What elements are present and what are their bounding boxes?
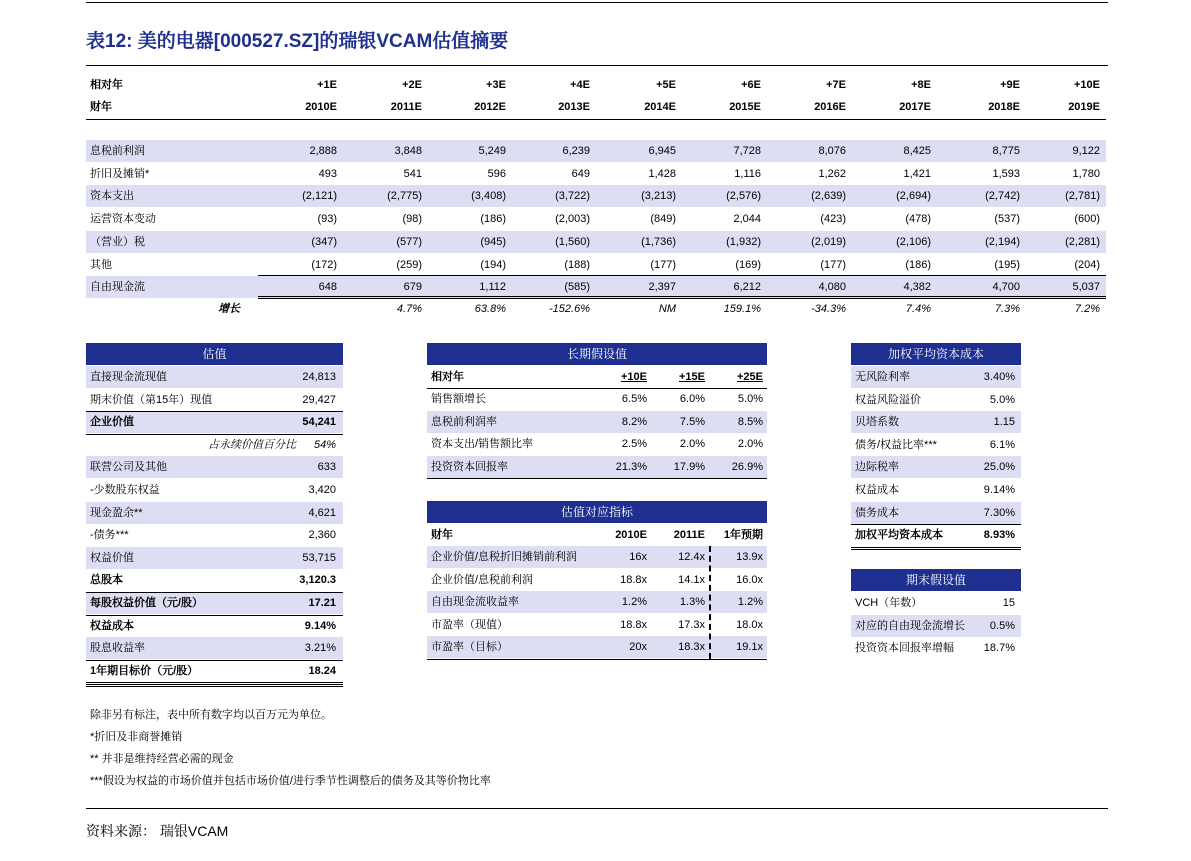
table-cell: 3,848 <box>394 145 422 157</box>
valuation-rule <box>86 592 343 593</box>
long-term-header: 长期假设值 <box>427 343 767 365</box>
table-cell: (849) <box>650 213 676 226</box>
multiples-header: 估值对应指标 <box>427 501 767 523</box>
main-header-cell: 2018E <box>988 101 1020 113</box>
wacc-value: 8.93% <box>983 529 1015 542</box>
main-header-cell: +1E <box>317 79 337 91</box>
multiples-cell: 1.3% <box>679 596 705 609</box>
valuation-label: 每股权益价值（元/股） <box>90 597 204 609</box>
valuation-rule <box>86 660 343 661</box>
multiples-cell: 19.1x <box>736 641 763 654</box>
valuation-label: 联营公司及其他 <box>90 461 167 474</box>
table-cell: (177) <box>650 258 676 271</box>
valuation-rule <box>86 615 343 616</box>
table-cell: 4,382 <box>903 281 931 294</box>
note-debt: ***假设为权益的市场价值并包括市场价值/进行季节性调整后的债务及其等价物比率 <box>90 775 491 787</box>
main-header-label: 相对年 <box>90 79 123 91</box>
valuation-value: 18.24 <box>308 664 336 677</box>
valuation-label: 权益价值 <box>90 551 134 564</box>
multiples-col: 2010E <box>615 529 647 541</box>
table-cell: 1,780 <box>1072 167 1100 180</box>
valuation-label: 股息收益率 <box>90 642 145 655</box>
main-header-cell: +3E <box>486 79 506 91</box>
multiples-label: 市盈率（现值） <box>431 618 508 631</box>
multiples-cell: 12.4x <box>678 551 705 563</box>
multiples-cell: 14.1x <box>678 573 705 586</box>
table-cell: (2,281) <box>1065 235 1100 248</box>
valuation-value: 3,420 <box>308 484 336 496</box>
row-label: 折旧及摊销* <box>90 167 150 180</box>
table-cell: 4,080 <box>818 281 846 294</box>
multiples-cell: 20x <box>629 641 647 654</box>
valuation-label: -少数股东权益 <box>90 484 160 496</box>
valuation-value: 17.21 <box>308 597 336 609</box>
long-term-label: 销售额增长 <box>431 393 486 405</box>
terminal-value: 0.5% <box>989 619 1015 632</box>
long-term-bottom-rule <box>427 478 767 479</box>
row-label: 资本支出 <box>90 190 134 203</box>
table-cell: 2,044 <box>733 213 761 226</box>
long-term-cell: 2.5% <box>621 438 647 451</box>
main-header-label: 财年 <box>90 101 112 113</box>
wacc-header: 加权平均资本成本 <box>851 343 1021 365</box>
table-cell: (188) <box>564 258 590 271</box>
table-cell: (2,775) <box>387 190 422 203</box>
long-term-col: +15E <box>679 371 705 383</box>
table-cell: 493 <box>318 167 337 180</box>
page-title: 表12: 美的电器[000527.SZ]的瑞银VCAM估值摘要 <box>86 31 509 52</box>
multiples-cell: 18.8x <box>620 618 647 631</box>
valuation-label: 企业价值 <box>90 416 134 429</box>
multiples-cell: 18.0x <box>736 618 763 631</box>
wacc-value: 6.1% <box>989 438 1015 451</box>
table-cell: (98) <box>402 213 422 226</box>
main-header-cell: 2019E <box>1068 101 1100 113</box>
main-header-cell: +10E <box>1074 79 1100 91</box>
multiples-cell: 18.3x <box>678 641 705 654</box>
growth-cell: 63.8% <box>474 303 506 315</box>
table-cell: (186) <box>480 213 506 226</box>
table-cell: 8,775 <box>992 145 1020 157</box>
table-cell: 7,728 <box>733 145 761 157</box>
long-term-col: +10E <box>621 371 647 383</box>
valuation-value: 29,427 <box>302 393 336 406</box>
multiples-cell: 16x <box>629 551 647 563</box>
table-cell: 4,700 <box>992 281 1020 294</box>
table-cell: 1,262 <box>818 167 846 180</box>
wacc-total-rule <box>851 524 1021 525</box>
long-term-cell: 21.3% <box>615 460 647 473</box>
row-label: 运营资本变动 <box>90 213 156 226</box>
wacc-value: 1.15 <box>993 416 1015 429</box>
row-label: 息税前利润 <box>90 145 145 157</box>
valuation-label: 总股本 <box>90 574 123 587</box>
multiples-label: 企业价值/息税折旧摊销前利润 <box>431 551 578 563</box>
multiples-cell: 18.8x <box>620 573 647 586</box>
table-cell: (2,742) <box>985 190 1020 203</box>
table-cell: (177) <box>820 258 846 271</box>
main-header-cell: 2013E <box>558 101 590 113</box>
long-term-cell: 6.5% <box>621 393 647 405</box>
main-header-cell: 2014E <box>644 101 676 113</box>
valuation-label: 直接现金流现值 <box>90 371 167 383</box>
table-cell: (186) <box>905 258 931 271</box>
table-cell: (259) <box>396 258 422 271</box>
table-cell: 596 <box>487 167 506 180</box>
multiples-divider <box>709 546 711 659</box>
wacc-label: 边际税率 <box>855 461 899 474</box>
wacc-value: 5.0% <box>989 393 1015 406</box>
valuation-value: 3,120.3 <box>299 574 336 587</box>
multiples-bottom-rule <box>427 659 767 660</box>
valuation-rule <box>86 434 343 435</box>
growth-cell: NM <box>658 303 676 315</box>
table-cell: (195) <box>994 258 1020 271</box>
valuation-value: 9.14% <box>304 619 336 632</box>
multiples-col-label: 财年 <box>431 529 453 541</box>
main-header-cell: 2015E <box>729 101 761 113</box>
table-cell: (3,408) <box>471 190 506 203</box>
table-cell: 1,112 <box>479 281 506 294</box>
long-term-cell: 6.0% <box>679 393 705 405</box>
table-cell: 9,122 <box>1072 145 1100 157</box>
table-cell: (93) <box>317 213 337 226</box>
table-cell: (172) <box>311 258 337 271</box>
valuation-label: 期末价值（第15年）现值 <box>90 393 213 406</box>
table-cell: 541 <box>403 167 422 180</box>
table-cell: (2,019) <box>811 235 846 248</box>
main-header-cell: +6E <box>741 79 761 91</box>
table-cell: (478) <box>905 213 931 226</box>
valuation-header: 估值 <box>86 343 343 365</box>
title-rule <box>86 65 1108 66</box>
growth-label: 增长 <box>218 303 240 315</box>
table-cell: 2,888 <box>309 145 337 157</box>
table-cell: 2,397 <box>648 281 676 294</box>
main-header-cell: 2011E <box>390 101 422 113</box>
table-cell: (577) <box>396 235 422 248</box>
valuation-value: 53,715 <box>302 551 336 564</box>
table-cell: (1,736) <box>641 235 676 248</box>
long-term-label: 投资资本回报率 <box>431 460 508 473</box>
valuation-value: 54,241 <box>302 416 336 429</box>
wacc-label: 无风险利率 <box>855 371 910 383</box>
main-header-cell: +5E <box>656 79 676 91</box>
table-cell: 1,593 <box>992 167 1020 180</box>
table-cell: (194) <box>480 258 506 271</box>
long-term-cell: 26.9% <box>731 460 763 473</box>
valuation-value: 54% <box>313 438 336 451</box>
multiples-label: 市盈率（目标） <box>431 641 508 654</box>
wacc-bottom-double <box>851 547 1021 550</box>
valuation-value: 3.21% <box>304 642 336 655</box>
table-cell: 6,945 <box>648 145 676 157</box>
wacc-value: 7.30% <box>983 506 1015 519</box>
growth-cell: 4.7% <box>396 303 422 315</box>
main-header-cell: 2016E <box>814 101 846 113</box>
source-note: 资料来源： 瑞银VCAM <box>86 823 229 839</box>
valuation-value: 24,813 <box>302 371 336 383</box>
row-label: 其他 <box>90 258 112 271</box>
main-header-cell: 2010E <box>305 101 337 113</box>
top-rule <box>86 2 1108 3</box>
long-term-cell: 17.9% <box>673 460 705 473</box>
terminal-header: 期末假设值 <box>851 569 1021 591</box>
valuation-rule <box>86 682 343 683</box>
main-header-cell: +7E <box>826 79 846 91</box>
terminal-label: 投资资本回报率增幅 <box>855 642 954 655</box>
table-cell: (2,106) <box>896 235 931 248</box>
long-term-col-label: 相对年 <box>431 371 464 383</box>
growth-cell: 7.3% <box>994 303 1020 315</box>
multiples-col: 2011E <box>673 529 705 541</box>
multiples-cell: 1.2% <box>621 596 647 609</box>
valuation-value: 2,360 <box>308 529 336 542</box>
long-term-label: 资本支出/销售额比率 <box>431 438 534 451</box>
valuation-value: 4,621 <box>308 506 336 519</box>
table-cell: 8,076 <box>818 145 846 157</box>
long-term-cell: 2.0% <box>737 438 763 451</box>
long-term-cell: 8.5% <box>737 415 763 428</box>
table-cell: (600) <box>1074 213 1100 226</box>
main-header-cell: +8E <box>911 79 931 91</box>
valuation-label: 1年期目标价（元/股） <box>90 664 199 677</box>
main-header-rule <box>86 119 1106 120</box>
table-cell: (2,781) <box>1065 190 1100 203</box>
multiples-cell: 16.0x <box>736 573 763 586</box>
long-term-cell: 2.0% <box>679 438 705 451</box>
table-cell: (3,722) <box>555 190 590 203</box>
table-cell: (3,213) <box>641 190 676 203</box>
table-cell: 1,116 <box>734 167 761 180</box>
table-cell: 648 <box>318 281 337 294</box>
growth-cell: 7.2% <box>1074 303 1100 315</box>
multiples-cell: 1.2% <box>737 596 763 609</box>
table-cell: (537) <box>994 213 1020 226</box>
valuation-value: 633 <box>317 461 336 474</box>
main-header-cell: 2017E <box>899 101 931 113</box>
table-cell: 5,037 <box>1072 281 1100 294</box>
main-header-cell: +2E <box>402 79 422 91</box>
multiples-label: 企业价值/息税前利润 <box>431 573 534 586</box>
table-cell: 679 <box>403 281 422 294</box>
multiples-cell: 17.3x <box>678 618 705 631</box>
table-cell: (347) <box>311 235 337 248</box>
table-cell: 1,428 <box>648 167 676 180</box>
growth-cell: 159.1% <box>723 303 761 315</box>
long-term-cell: 7.5% <box>679 415 705 428</box>
table-cell: (2,576) <box>726 190 761 203</box>
table-cell: 649 <box>571 167 590 180</box>
table-cell: (204) <box>1074 258 1100 271</box>
growth-cell: 7.4% <box>905 303 931 315</box>
multiples-col: 1年预期 <box>723 529 763 541</box>
table-cell: (169) <box>735 258 761 271</box>
table-cell: (2,194) <box>985 235 1020 248</box>
table-cell: (1,932) <box>726 235 761 248</box>
valuation-label: -债务*** <box>90 529 129 542</box>
valuation-rule <box>86 411 343 412</box>
terminal-value: 18.7% <box>983 642 1015 655</box>
long-term-cell: 8.2% <box>621 415 647 428</box>
terminal-label: VCH（年数） <box>855 597 923 609</box>
wacc-label: 权益风险溢价 <box>855 393 921 406</box>
row-label: 自由现金流 <box>90 281 145 294</box>
valuation-bottom-double <box>86 684 343 687</box>
wacc-label: 债务/权益比率*** <box>855 438 937 451</box>
long-term-label: 息税前利润率 <box>431 415 497 428</box>
wacc-value: 3.40% <box>983 371 1015 383</box>
note-depreciation: *折旧及非商誉摊销 <box>90 731 183 743</box>
wacc-label: 加权平均资本成本 <box>855 529 943 542</box>
main-header-cell: 2012E <box>474 101 506 113</box>
growth-cell: -34.3% <box>811 303 846 315</box>
terminal-value: 15 <box>1002 597 1015 609</box>
table-cell: (2,694) <box>896 190 931 203</box>
wacc-label: 贝塔系数 <box>855 416 899 429</box>
table-cell: 1,421 <box>903 167 931 180</box>
valuation-label: 占永续价值百分比 <box>208 438 296 451</box>
growth-cell: -152.6% <box>549 303 590 315</box>
table-cell: 6,239 <box>562 145 590 157</box>
note-units: 除非另有标注，表中所有数字均以百万元为单位。 <box>90 709 332 721</box>
table-cell: (1,560) <box>555 235 590 248</box>
row-label: （营业）税 <box>90 235 145 248</box>
long-term-cell: 5.0% <box>737 393 763 405</box>
table-cell: 6,212 <box>733 281 761 294</box>
main-header-cell: +4E <box>570 79 590 91</box>
long-term-col: +25E <box>737 371 763 383</box>
table-cell: (2,639) <box>811 190 846 203</box>
table-cell: (945) <box>480 235 506 248</box>
wacc-value: 9.14% <box>983 484 1015 496</box>
valuation-label: 权益成本 <box>90 619 134 632</box>
note-cash: ** 并非是维持经营必需的现金 <box>90 753 234 765</box>
table-cell: 8,425 <box>903 145 931 157</box>
table-cell: (2,003) <box>555 213 590 226</box>
table-cell: (423) <box>820 213 846 226</box>
fcf-top-rule <box>258 275 1106 276</box>
terminal-label: 对应的自由现金流增长 <box>855 619 965 632</box>
valuation-label: 现金盈余** <box>90 506 143 519</box>
wacc-label: 权益成本 <box>855 484 899 496</box>
table-cell: (585) <box>564 281 590 294</box>
wacc-value: 25.0% <box>983 461 1015 474</box>
wacc-label: 债务成本 <box>855 506 899 519</box>
bottom-rule <box>86 808 1108 809</box>
multiples-cell: 13.9x <box>736 551 763 563</box>
table-cell: 5,249 <box>478 145 506 157</box>
multiples-label: 自由现金流收益率 <box>431 596 519 609</box>
main-header-cell: +9E <box>1000 79 1020 91</box>
table-cell: (2,121) <box>302 190 337 203</box>
